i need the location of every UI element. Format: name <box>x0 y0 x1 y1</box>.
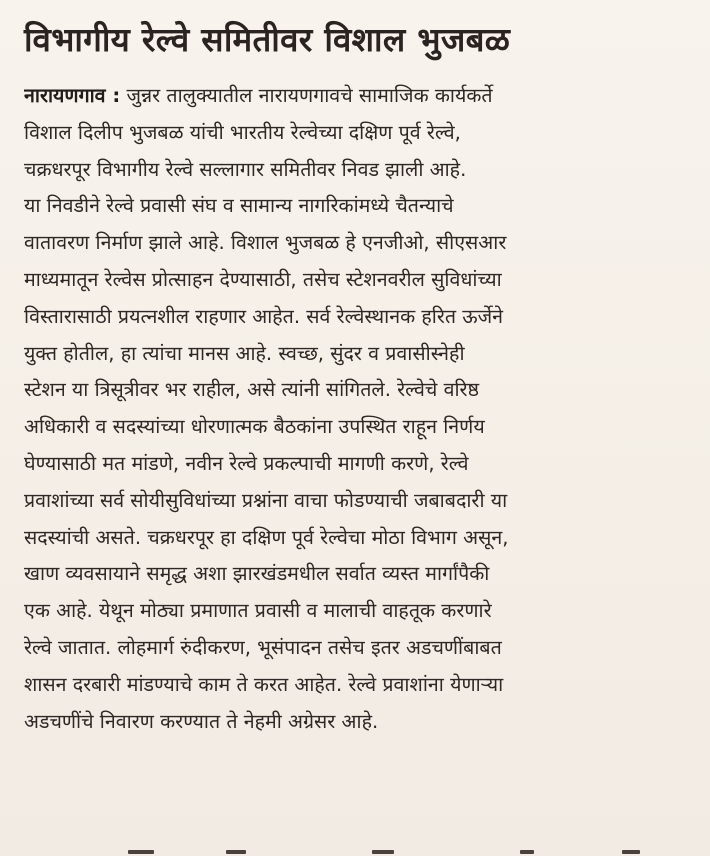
divider <box>622 850 640 854</box>
article-line: प्रवाशांच्या सर्व सोयीसुविधांच्या प्रश्नांना वाचा फोडण्याची जबाबदारी या <box>24 488 508 512</box>
article-line: घेण्यासाठी मत मांडणे, नवीन रेल्वे प्रकल्पाची मागणी करणे, रेल्वे <box>24 451 469 475</box>
article-line <box>24 78 690 115</box>
dateline: नारायणगाव : <box>24 84 121 107</box>
headline: विभागीय रेल्वे समितीवर विशाल भुजबळ <box>24 20 511 59</box>
article-line: चक्रधरपूर विभागीय रेल्वे सल्लागार समितीवर निवड झाली आहे. <box>24 157 467 181</box>
divider <box>520 850 534 854</box>
article-line: अडचणींचे निवारण करण्यात ते नेहमी अग्रेसर आहे. <box>24 709 379 733</box>
next-article-edge <box>0 846 710 856</box>
article-line: वातावरण निर्माण झाले आहे. विशाल भुजबळ हे एनजीओ, सीएसआर <box>24 231 507 255</box>
divider <box>128 850 154 854</box>
article-line: शासन दरबारी मांडण्याचे काम ते करत आहेत. रेल्वे प्रवाशांना येणाऱ्या <box>24 672 504 696</box>
article-line: या निवडीने रेल्वे प्रवासी संघ व सामान्य नागरिकांमध्ये चैतन्याचे <box>24 194 454 218</box>
article-line: रेल्वे जातात. लोहमार्ग रुंदीकरण, भूसंपादन तसेच इतर अडचणींबाबत <box>24 635 502 659</box>
article-line: स्टेशन या त्रिसूत्रीवर भर राहील, असे त्यांनी सांगितले. रेल्वेचे वरिष्ठ <box>24 378 480 402</box>
article-body <box>24 78 690 740</box>
article-line-text: जुन्नर तालुक्यातील नारायणगावचे सामाजिक कार्यकर्ते <box>126 84 493 107</box>
article-line: एक आहे. येथून मोठ्या प्रमाणात प्रवासी व मालाची वाहतूक करणारे <box>24 599 492 623</box>
divider <box>226 850 246 854</box>
article-line: खाण व्यवसायाने समृद्ध अशा झारखंडमधील सर्वात व्यस्त मार्गांपैकी <box>24 562 490 586</box>
divider <box>372 850 394 854</box>
article-line: युक्त होतील, हा त्यांचा मानस आहे. स्वच्छ, सुंदर व प्रवासीस्नेही <box>24 341 465 365</box>
article-line: विस्तारासाठी प्रयत्नशील राहणार आहेत. सर्व रेल्वेस्थानक हरित ऊर्जेने <box>24 304 504 328</box>
article-line: माध्यमातून रेल्वेस प्रोत्साहन देण्यासाठी, तसेच स्टेशनवरील सुविधांच्या <box>24 267 502 291</box>
article-line: अधिकारी व सदस्यांच्या धोरणात्मक बैठकांना उपस्थित राहून निर्णय <box>24 415 485 439</box>
article-line: विशाल दिलीप भुजबळ यांची भारतीय रेल्वेच्या दक्षिण पूर्व रेल्वे, <box>24 120 461 144</box>
article-line: सदस्यांची असते. चक्रधरपूर हा दक्षिण पूर्व रेल्वेचा मोठा विभाग असून, <box>24 525 509 549</box>
